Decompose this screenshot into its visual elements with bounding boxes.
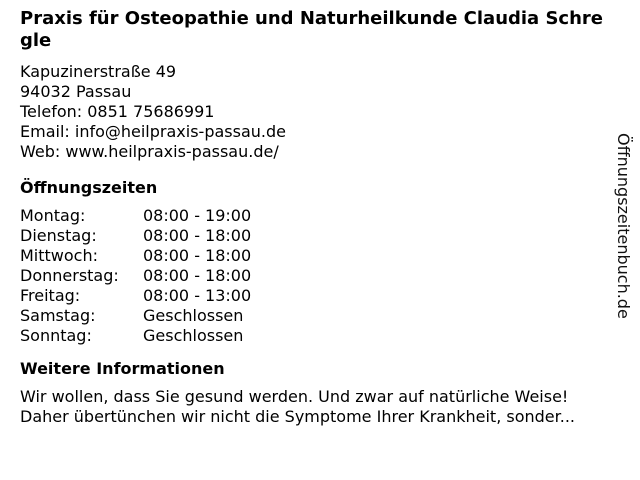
- hours-day: Mittwoch:: [20, 246, 98, 265]
- website-link[interactable]: Web: www.heilpraxis-passau.de/: [20, 142, 279, 161]
- hours-row-thursday: [20, 266, 610, 286]
- hours-row-friday: [20, 286, 610, 306]
- hours-day: Montag:: [20, 206, 86, 225]
- hours-row-wednesday: [20, 246, 610, 266]
- hours-row-monday: [20, 206, 610, 226]
- opening-hours-heading: Öffnungszeiten: [20, 178, 158, 197]
- hours-time: Geschlossen: [143, 306, 244, 325]
- hours-day: Dienstag:: [20, 226, 97, 245]
- hours-time: 08:00 - 18:00: [143, 246, 252, 265]
- practice-card: [20, 8, 610, 427]
- hours-day: Samstag:: [20, 306, 96, 325]
- hours-row-tuesday: [20, 226, 610, 246]
- hours-time: 08:00 - 13:00: [143, 286, 252, 305]
- hours-time: 08:00 - 18:00: [143, 266, 252, 285]
- hours-time: Geschlossen: [143, 326, 244, 345]
- street-address: Kapuzinerstraße 49: [20, 62, 177, 81]
- hours-time: 08:00 - 19:00: [143, 206, 252, 225]
- postal-city: 94032 Passau: [20, 82, 132, 101]
- hours-time: 08:00 - 18:00: [143, 226, 252, 245]
- hours-row-sunday: [20, 326, 610, 346]
- site-watermark-label: Öffnungszeitenbuch.de: [614, 133, 633, 319]
- hours-day: Freitag:: [20, 286, 81, 305]
- phone-number[interactable]: Telefon: 0851 75686991: [20, 102, 215, 121]
- more-info-text: [20, 387, 610, 427]
- contact-block: [20, 62, 610, 162]
- opening-hours-table: [20, 206, 610, 346]
- email-address[interactable]: Email: info@heilpraxis-passau.de: [20, 122, 286, 141]
- hours-row-saturday: [20, 306, 610, 326]
- more-info-line: Wir wollen, dass Sie gesund werden. Und zwar auf natürliche Weise!: [20, 387, 569, 406]
- more-info-heading: Weitere Informationen: [20, 359, 225, 378]
- more-info-line: Daher übertünchen wir nicht die Symptome Ihrer Krankheit, sonder...: [20, 407, 575, 426]
- practice-name: Praxis für Osteopathie und Naturheilkunde Claudia Schregle: [20, 8, 604, 51]
- hours-day: Donnerstag:: [20, 266, 119, 285]
- hours-day: Sonntag:: [20, 326, 92, 345]
